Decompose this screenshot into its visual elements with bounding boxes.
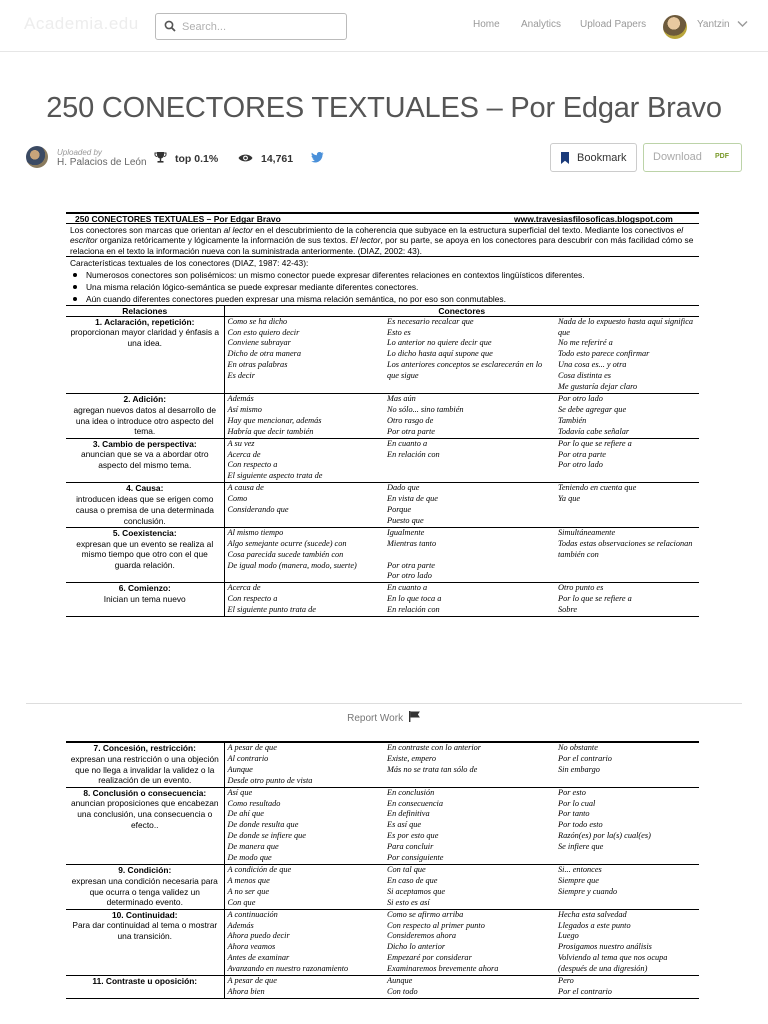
relation-cell — [66, 527, 224, 583]
connectors-cell: A pesar de que Al contrario Aunque Desde otro punto de vista — [224, 742, 384, 787]
col-relaciones: Relaciones — [66, 305, 224, 316]
connectors-cell: A continuación Además Ahora puedo decir Ahora veamos Antes de examinar Avanzando en nuestro razonamiento — [224, 909, 384, 975]
connectors-cell: En conclusión En consecuencia En definitiva Es así que Es por esto que Para concluir Por consiguiente — [384, 787, 555, 864]
connectors-cell: Acerca de Con respecto a El siguiente punto trata de — [224, 583, 384, 617]
table-row — [66, 976, 699, 999]
table-row — [66, 583, 699, 617]
document-page-1 — [66, 212, 699, 628]
relation-cell — [66, 393, 224, 438]
connectors-cell: Teniendo en cuenta que Ya que — [555, 483, 699, 528]
nav-upload-papers[interactable]: Upload Papers — [580, 19, 647, 30]
relation-name: 1. Aclaración, repetición: — [95, 316, 195, 327]
relation-name: 9. Condición: — [118, 864, 172, 875]
eye-icon — [238, 153, 253, 163]
connectors-cell: Además Así mismo Hay que mencionar, además Habría que decir también — [224, 393, 384, 438]
doc-header-url: www.travesiasfilosoficas.blogspot.com — [514, 214, 673, 224]
table-row — [66, 787, 699, 864]
table-row — [66, 483, 699, 528]
search-box[interactable] — [155, 13, 347, 40]
relation-name: 10. Continuidad: — [111, 909, 178, 920]
intro-text: el escritor — [70, 225, 684, 246]
intro-text: al lector — [223, 225, 253, 235]
connectors-cell: A pesar de que Ahora bien — [224, 976, 384, 999]
table-row — [66, 438, 699, 483]
intro-text: , por su parte, se apoya en los conectores para descubrir con más facilidad cómo se relaciona en el texto la información nueva con la suministrada anteriormente. (DIAZ, 2002: 43). — [70, 235, 694, 256]
document-page-2 — [66, 741, 699, 1024]
relation-name: 8. Conclusión o consecuencia: — [83, 787, 207, 798]
connectors-cell: Simultáneamente Todas estas observaciones se relacionan también con — [555, 527, 699, 583]
connectors-cell: Mas aún No sólo... sino también Otro rasgo de Por otra parte — [384, 393, 555, 438]
relation-description: agregan nuevos datos al desarrollo de una idea o introduce otro aspecto del tema. — [73, 404, 216, 437]
connectors-cell: No obstante Por el contrario Sin embargo — [555, 742, 699, 787]
flag-icon — [409, 711, 421, 722]
relation-description: anuncian proposiciones que encabezan una conclusión, una consecuencia o efecto.. — [70, 798, 219, 831]
table-row — [66, 527, 699, 583]
page-title: 250 CONECTORES TEXTUALES – Por Edgar Bravo — [46, 92, 722, 124]
relation-name: 7. Concesión, restricción: — [93, 743, 196, 753]
connectors-cell: Al mismo tiempo Algo semejante ocurre (sucede) con Cosa parecida sucede también con De igual modo (manera, modo, suerte) — [224, 527, 384, 583]
doc-intro — [66, 224, 699, 257]
download-button[interactable] — [643, 143, 742, 172]
connectors-cell: Por lo que se refiere a Por otra parte Por otro lado — [555, 438, 699, 483]
connectors-cell: Hecha esta salvedad Llegados a este punto Luego Prosigamos nuestro análisis Volviendo al tema que nos ocupa (después de una digresión) — [555, 909, 699, 975]
intro-text: El lector — [350, 235, 381, 246]
table-body-1 — [66, 316, 699, 616]
connectors-cell: Nada de lo expuesto hasta aquí significa que No me referiré a Todo esto parece confirmar Una cosa es... y otra Cosa distinta es Me gustaría dejar claro — [555, 316, 699, 393]
connectors-cell: En contraste con lo anterior Existe, empero Más no se trata tan sólo de — [384, 742, 555, 787]
report-label: Report Work — [347, 713, 404, 724]
relation-name: 11. Contraste u oposición: — [92, 976, 198, 987]
connectors-cell: Por esto Por lo cual Por tanto Por todo esto Razón(es) por la(s) cual(es) Se infiere que — [555, 787, 699, 864]
connectors-cell: En cuanto a En relación con — [384, 438, 555, 483]
report-work-link[interactable] — [0, 711, 768, 724]
relation-cell — [66, 316, 224, 393]
connectors-cell: Si... entonces Siempre que Siempre y cuando — [555, 864, 699, 909]
user-name[interactable]: Yantzin — [697, 19, 730, 30]
intro-text: en el descubrimiento de la coherencia que subyace en la estructura superficial del texto. Mediante los conectivos — [252, 225, 677, 235]
pdf-badge: PDF — [715, 153, 729, 160]
connectors-cell: Con tal que En caso de que Si aceptamos que Si esto es así — [384, 864, 555, 909]
connectors-cell: Otro punto es Por lo que se refiere a Sobre — [555, 583, 699, 617]
doc-characteristics-title: Características textuales de los conectores (DIAZ, 1987: 42-43): — [70, 258, 309, 269]
connectors-cell: Aunque Con todo — [384, 976, 555, 999]
connectors-cell: Pero Por el contrario — [555, 976, 699, 999]
bookmark-icon — [560, 152, 570, 164]
connectors-cell: A condición de que A menos que A no ser que Con que — [224, 864, 384, 909]
connectors-cell: A causa de Como Considerando que — [224, 483, 384, 528]
relation-cell — [66, 483, 224, 528]
site-logo[interactable]: Academia.edu — [24, 14, 139, 33]
bullet-item: Numerosos conectores son polisémicos: un mismo conector puede expresar diferentes relaciones en contextos lingüísticos diferentes. — [70, 269, 699, 281]
search-icon — [164, 20, 176, 32]
bullet-item: Una misma relación lógico-semántica se puede expresar mediante diferentes conectores. — [70, 281, 699, 293]
uploader-name[interactable]: H. Palacios de León — [57, 157, 147, 168]
uploaded-by-label: Uploaded by — [57, 148, 102, 157]
connectors-table-continued — [66, 741, 699, 999]
relation-name: 5. Coexistencia: — [112, 527, 177, 538]
connectors-cell: A su vez Acerca de Con respecto a El siguiente aspecto trata de — [224, 438, 384, 483]
relation-cell — [66, 864, 224, 909]
table-row — [66, 393, 699, 438]
connectors-cell: Por otro lado Se debe agregar que También Todavía cabe señalar — [555, 393, 699, 438]
relation-description: expresan una restricción o una objeción que no llega a invalidar la validez o la realización de un evento. — [70, 753, 219, 786]
relation-cell — [66, 583, 224, 617]
col-conectores: Conectores — [224, 305, 699, 316]
relation-description: anuncian que se va a abordar otro aspecto del mismo tema. — [80, 449, 209, 471]
connectors-cell: En cuanto a En lo que toca a En relación con — [384, 583, 555, 617]
relation-description: proporcionan mayor claridad y énfasis a una idea. — [70, 327, 219, 349]
connectors-cell: Como se afirmo arriba Con respecto al primer punto Consideremos ahora Dicho lo anterior Empezaré por considerar Examinaremos brevemente ahora — [384, 909, 555, 975]
relation-description: expresan que un evento se realiza al mismo tiempo que otro con el que guarda relación. — [76, 538, 214, 571]
connectors-table — [66, 305, 699, 617]
bookmark-button[interactable] — [550, 143, 637, 172]
user-avatar[interactable] — [663, 15, 687, 39]
relation-description: Inician un tema nuevo — [103, 594, 186, 605]
search-input[interactable] — [182, 18, 342, 36]
table-body-2 — [66, 742, 699, 998]
doc-header — [66, 212, 699, 224]
relation-cell — [66, 976, 224, 999]
relation-description: introducen ideas que se erigen como causa o premisa de una determinada conclusión. — [75, 494, 214, 526]
relation-cell — [66, 787, 224, 864]
rank-stat: top 0.1% — [175, 153, 219, 165]
intro-text: Los conectores son marcas que orientan — [70, 225, 224, 235]
connectors-cell: Así que Como resultado De ahí que De donde resulta que De donde se infiere que De manera que De modo que — [224, 787, 384, 864]
doc-header-title: 250 CONECTORES TEXTUALES – Por Edgar Bravo — [75, 214, 281, 224]
relation-name: 6. Comienzo: — [118, 583, 171, 594]
relation-name: 3. Cambio de perspectiva: — [92, 438, 197, 449]
bookmark-label: Bookmark — [577, 152, 627, 164]
relation-description: expresan una condición necesaria para que ocurra o tenga validez un determinado evento. — [71, 875, 218, 908]
bullet-item: Aún cuando diferentes conectores pueden expresar una misma relación semántica, no por eso son conmutables. — [70, 293, 699, 305]
table-row — [66, 742, 699, 787]
connectors-cell: Como se ha dicho Con esto quiero decir Conviene subrayar Dicho de otra manera En otras palabras Es decir — [224, 316, 384, 393]
nav-analytics[interactable]: Analytics — [521, 19, 562, 30]
connectors-cell: Dado que En vista de que Porque Puesto que — [384, 483, 555, 528]
table-row — [66, 909, 699, 975]
relation-description: Para dar continuidad al tema o mostrar una transición. — [72, 920, 218, 942]
download-label: Download — [653, 151, 702, 163]
twitter-icon[interactable] — [311, 152, 324, 163]
connectors-cell: Igualmente Mientras tanto Por otra parte Por otro lado — [384, 527, 555, 583]
table-row — [66, 316, 699, 393]
doc-bullets — [66, 269, 699, 305]
relation-cell — [66, 909, 224, 975]
views-stat: 14,761 — [261, 153, 294, 165]
nav-home[interactable]: Home — [473, 19, 500, 30]
page-separator — [26, 703, 742, 704]
trophy-icon — [154, 151, 167, 164]
relation-name: 4. Causa: — [126, 483, 164, 494]
relation-cell — [66, 742, 224, 787]
uploader-avatar[interactable] — [26, 146, 48, 168]
table-row — [66, 864, 699, 909]
intro-text: organiza retóricamente y lógicamente la información de sus textos. — [97, 235, 351, 246]
chevron-down-icon[interactable] — [737, 20, 748, 28]
top-bar — [0, 0, 768, 52]
relation-name: 2. Adición: — [123, 393, 166, 404]
relation-cell — [66, 438, 224, 483]
connectors-cell: Es necesario recalcar que Esto es Lo anterior no quiere decir que Lo dicho hasta aquí supone que Los anteriores conceptos se esclarecerán en lo que sigue — [384, 316, 555, 393]
